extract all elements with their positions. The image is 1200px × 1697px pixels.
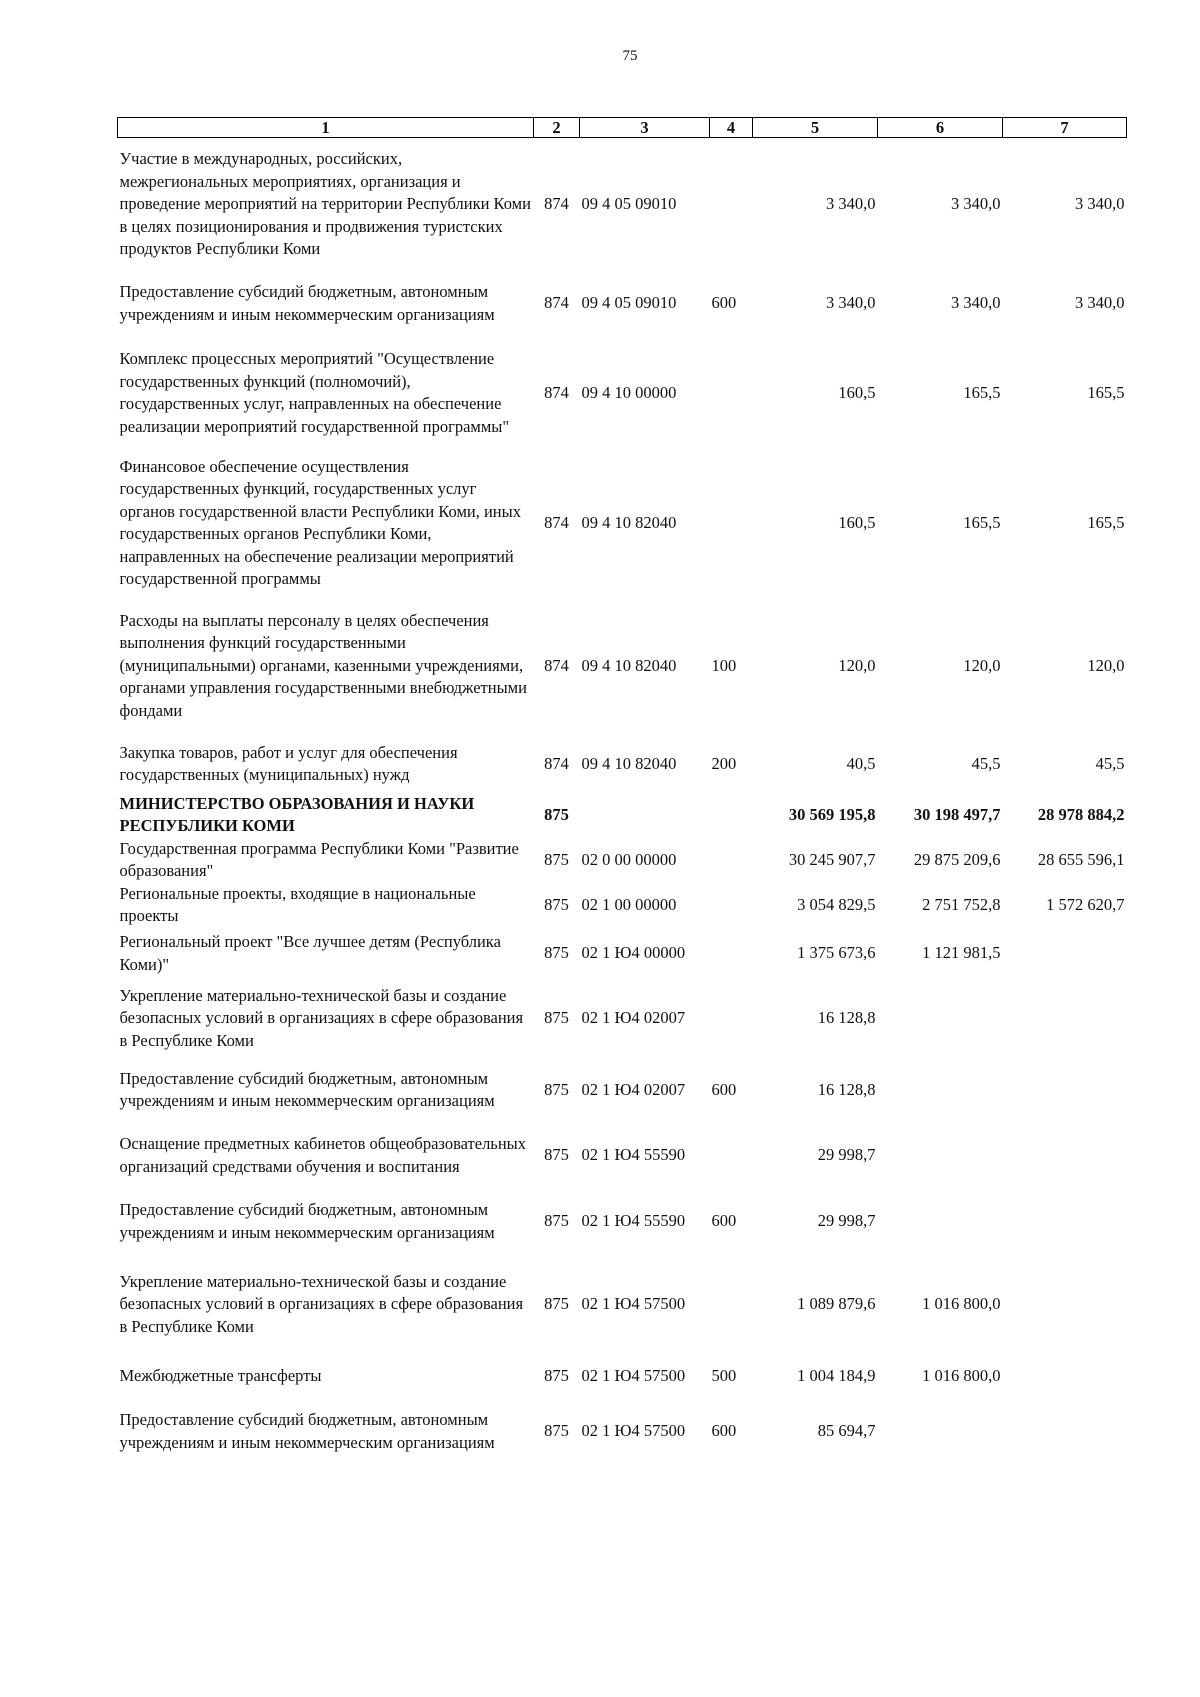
row-value-2026: 165,5 bbox=[1087, 512, 1125, 532]
table-row bbox=[118, 793, 1127, 838]
row-csr-code: 09 4 05 09010 bbox=[581, 293, 677, 313]
row-value-2026 bbox=[1003, 1058, 1127, 1123]
row-name: Оснащение предметных кабинетов общеобразовательных организаций средствами обучения и воспитания bbox=[119, 1134, 526, 1176]
table-row bbox=[118, 1189, 1127, 1255]
row-vr-code bbox=[710, 928, 753, 980]
header-col-2: 2 bbox=[534, 118, 580, 138]
row-vr-code bbox=[710, 1255, 753, 1355]
row-value-2024: 1 089 879,6 bbox=[797, 1294, 876, 1314]
row-gr-code: 874 bbox=[544, 512, 569, 532]
row-value-2026 bbox=[1003, 1255, 1127, 1355]
row-value-2025 bbox=[878, 1058, 1003, 1123]
table-row bbox=[118, 1058, 1127, 1123]
row-name: МИНИСТЕРСТВО ОБРАЗОВАНИЯ И НАУКИ РЕСПУБЛИКИ КОМИ bbox=[119, 793, 475, 835]
row-value-2025 bbox=[878, 1123, 1003, 1189]
row-csr-code bbox=[580, 793, 710, 838]
row-value-2026: 45,5 bbox=[1095, 753, 1125, 773]
table-row bbox=[118, 337, 1127, 450]
row-value-2024: 30 569 195,8 bbox=[788, 804, 876, 824]
row-gr-code: 875 bbox=[544, 943, 569, 963]
table-row bbox=[118, 450, 1127, 597]
row-value-2024: 1 004 184,9 bbox=[797, 1366, 876, 1386]
row-name: Предоставление субсидий бюджетным, автономным учреждениям и иным некоммерческим организациям bbox=[119, 1068, 495, 1110]
row-value-2024: 160,5 bbox=[838, 512, 876, 532]
row-value-2025: 30 198 497,7 bbox=[913, 804, 1001, 824]
table-row bbox=[118, 1255, 1127, 1355]
table-row bbox=[118, 838, 1127, 883]
row-name: Межбюджетные трансферты bbox=[119, 1366, 322, 1386]
table-row bbox=[118, 736, 1127, 793]
row-gr-code: 874 bbox=[544, 194, 569, 213]
row-csr-code: 09 4 10 00000 bbox=[581, 382, 677, 402]
row-vr-code bbox=[710, 980, 753, 1058]
row-gr-code: 875 bbox=[544, 849, 569, 869]
table-row bbox=[118, 1399, 1127, 1465]
table-row bbox=[118, 138, 1127, 271]
table-row bbox=[118, 883, 1127, 928]
row-value-2025 bbox=[878, 980, 1003, 1058]
row-csr-code: 02 0 00 00000 bbox=[581, 849, 677, 869]
row-value-2025: 1 016 800,0 bbox=[922, 1294, 1001, 1314]
row-name: Государственная программа Республики Коми "Развитие образования" bbox=[119, 838, 519, 880]
table-row bbox=[118, 980, 1127, 1058]
row-value-2024: 85 694,7 bbox=[817, 1421, 876, 1441]
row-value-2024: 3 340,0 bbox=[826, 293, 876, 313]
header-col-3: 3 bbox=[580, 118, 710, 138]
table-row bbox=[118, 928, 1127, 980]
row-value-2024: 40,5 bbox=[846, 753, 876, 773]
row-value-2024: 3 340,0 bbox=[826, 194, 876, 213]
row-value-2024: 29 998,7 bbox=[817, 1211, 876, 1231]
row-csr-code: 02 1 00 00000 bbox=[581, 894, 677, 914]
row-csr-code: 02 1 Ю4 02007 bbox=[581, 1008, 686, 1028]
row-vr-code bbox=[710, 1123, 753, 1189]
row-vr-code: 600 bbox=[711, 1421, 737, 1441]
row-vr-code bbox=[710, 838, 753, 883]
row-value-2025 bbox=[878, 1399, 1003, 1465]
row-csr-code: 02 1 Ю4 57500 bbox=[581, 1366, 686, 1386]
row-vr-code bbox=[710, 883, 753, 928]
row-value-2026: 120,0 bbox=[1087, 655, 1125, 675]
table-row bbox=[118, 271, 1127, 337]
row-csr-code: 09 4 10 82040 bbox=[581, 512, 677, 532]
row-gr-code: 875 bbox=[544, 1294, 569, 1314]
row-value-2026 bbox=[1003, 1399, 1127, 1465]
row-vr-code: 200 bbox=[711, 753, 737, 773]
row-value-2026: 3 340,0 bbox=[1075, 293, 1125, 313]
row-name: Укрепление материально-технической базы и создание безопасных условий в организациях в сфере образования в Республике Коми bbox=[119, 1271, 524, 1336]
row-value-2024: 1 375 673,6 bbox=[797, 943, 876, 963]
row-gr-code: 875 bbox=[544, 1366, 569, 1386]
row-value-2024: 29 998,7 bbox=[817, 1145, 876, 1165]
header-col-1: 1 bbox=[118, 118, 534, 138]
row-csr-code: 02 1 Ю4 57500 bbox=[581, 1294, 686, 1314]
row-value-2026 bbox=[1003, 1189, 1127, 1255]
row-value-2024: 160,5 bbox=[838, 382, 876, 402]
row-value-2026: 165,5 bbox=[1087, 382, 1125, 402]
row-value-2025: 3 340,0 bbox=[951, 194, 1001, 213]
row-value-2025: 1 016 800,0 bbox=[922, 1366, 1001, 1386]
row-name: Региональные проекты, входящие в национальные проекты bbox=[119, 883, 476, 925]
row-value-2025: 120,0 bbox=[963, 655, 1001, 675]
row-value-2026: 28 978 884,2 bbox=[1037, 804, 1125, 824]
row-gr-code: 875 bbox=[544, 1211, 569, 1231]
row-gr-code: 874 bbox=[544, 293, 569, 313]
row-value-2025 bbox=[878, 1189, 1003, 1255]
row-csr-code: 02 1 Ю4 00000 bbox=[581, 943, 686, 963]
row-value-2026: 28 655 596,1 bbox=[1037, 849, 1125, 869]
row-value-2025: 29 875 209,6 bbox=[913, 849, 1001, 869]
header-col-6: 6 bbox=[878, 118, 1003, 138]
row-value-2026 bbox=[1003, 1123, 1127, 1189]
row-value-2025: 3 340,0 bbox=[951, 293, 1001, 313]
row-csr-code: 02 1 Ю4 57500 bbox=[581, 1421, 686, 1441]
row-name: Комплекс процессных мероприятий "Осуществление государственных функций (полномочий), государственных услуг, направленных на обеспечение реализации мероприятий государственной программы" bbox=[119, 349, 510, 436]
row-csr-code: 02 1 Ю4 55590 bbox=[581, 1211, 686, 1231]
row-gr-code: 875 bbox=[544, 1421, 569, 1441]
row-value-2026 bbox=[1003, 1355, 1127, 1399]
row-value-2026 bbox=[1003, 980, 1127, 1058]
row-csr-code: 09 4 10 82040 bbox=[581, 753, 677, 773]
row-vr-code: 600 bbox=[711, 1079, 737, 1099]
row-csr-code: 09 4 05 09010 bbox=[581, 194, 677, 213]
row-name: Участие в международных, российских, межрегиональных мероприятиях, организация и проведение мероприятий на территории Республики Коми в целях позиционирования и продвижения туристских продуктов Республики Коми bbox=[119, 149, 531, 258]
row-name: Расходы на выплаты персоналу в целях обеспечения выполнения функций государственными (муниципальными) органами, казенными учреждениями, органами управления государственными внебюджетными фондами bbox=[119, 610, 527, 720]
header-col-4: 4 bbox=[710, 118, 753, 138]
row-gr-code: 875 bbox=[544, 1145, 569, 1165]
row-csr-code: 09 4 10 82040 bbox=[581, 655, 677, 675]
row-value-2025: 1 121 981,5 bbox=[922, 943, 1001, 963]
budget-table bbox=[117, 117, 1127, 1465]
table-row bbox=[118, 1355, 1127, 1399]
row-value-2024: 16 128,8 bbox=[817, 1008, 876, 1028]
row-name: Предоставление субсидий бюджетным, автономным учреждениям и иным некоммерческим организациям bbox=[119, 1200, 495, 1242]
row-name: Финансовое обеспечение осуществления государственных функций, государственных услуг органов государственной власти Республики Коми, иных государственных органов Республики Коми, направленных на обеспечение реализации мероприятий государственной программы bbox=[119, 456, 521, 588]
row-value-2025: 2 751 752,8 bbox=[922, 894, 1001, 914]
row-value-2025: 165,5 bbox=[963, 512, 1001, 532]
header-col-7: 7 bbox=[1003, 118, 1127, 138]
row-name: Региональный проект "Все лучшее детям (Республика Коми)" bbox=[119, 932, 501, 974]
row-csr-code: 02 1 Ю4 02007 bbox=[581, 1079, 686, 1099]
row-name: Закупка товаров, работ и услуг для обеспечения государственных (муниципальных) нужд bbox=[119, 742, 458, 784]
row-vr-code: 600 bbox=[711, 1211, 737, 1231]
row-gr-code: 875 bbox=[544, 1008, 569, 1028]
row-vr-code: 100 bbox=[711, 655, 737, 675]
header-row bbox=[118, 118, 1127, 138]
row-name: Укрепление материально-технической базы и создание безопасных условий в организациях в сфере образования в Республике Коми bbox=[119, 985, 524, 1050]
row-vr-code: 600 bbox=[711, 293, 737, 313]
header-col-5: 5 bbox=[753, 118, 878, 138]
table-row bbox=[118, 1123, 1127, 1189]
row-name: Предоставление субсидий бюджетным, автономным учреждениям и иным некоммерческим организациям bbox=[119, 1410, 495, 1452]
row-vr-code: 500 bbox=[711, 1366, 737, 1386]
row-vr-code bbox=[710, 138, 753, 271]
row-value-2026: 3 340,0 bbox=[1075, 194, 1125, 213]
row-gr-code: 875 bbox=[544, 1079, 569, 1099]
row-value-2024: 16 128,8 bbox=[817, 1079, 876, 1099]
row-gr-code: 875 bbox=[544, 894, 569, 914]
row-name: Предоставление субсидий бюджетным, автономным учреждениям и иным некоммерческим организациям bbox=[119, 282, 495, 324]
row-value-2025: 45,5 bbox=[971, 753, 1001, 773]
row-value-2026 bbox=[1003, 928, 1127, 980]
row-vr-code bbox=[710, 450, 753, 597]
row-value-2026: 1 572 620,7 bbox=[1046, 894, 1125, 914]
row-value-2024: 3 054 829,5 bbox=[797, 894, 876, 914]
table-row bbox=[118, 597, 1127, 736]
row-gr-code: 874 bbox=[544, 753, 569, 773]
row-vr-code bbox=[710, 337, 753, 450]
row-value-2024: 30 245 907,7 bbox=[788, 849, 876, 869]
row-value-2024: 120,0 bbox=[838, 655, 876, 675]
row-value-2025: 165,5 bbox=[963, 382, 1001, 402]
row-gr-code: 874 bbox=[544, 382, 569, 402]
row-csr-code: 02 1 Ю4 55590 bbox=[581, 1145, 686, 1165]
page-number: 75 bbox=[622, 48, 638, 64]
row-gr-code: 874 bbox=[544, 655, 569, 675]
row-vr-code bbox=[710, 793, 753, 838]
row-gr-code: 875 bbox=[544, 804, 569, 824]
